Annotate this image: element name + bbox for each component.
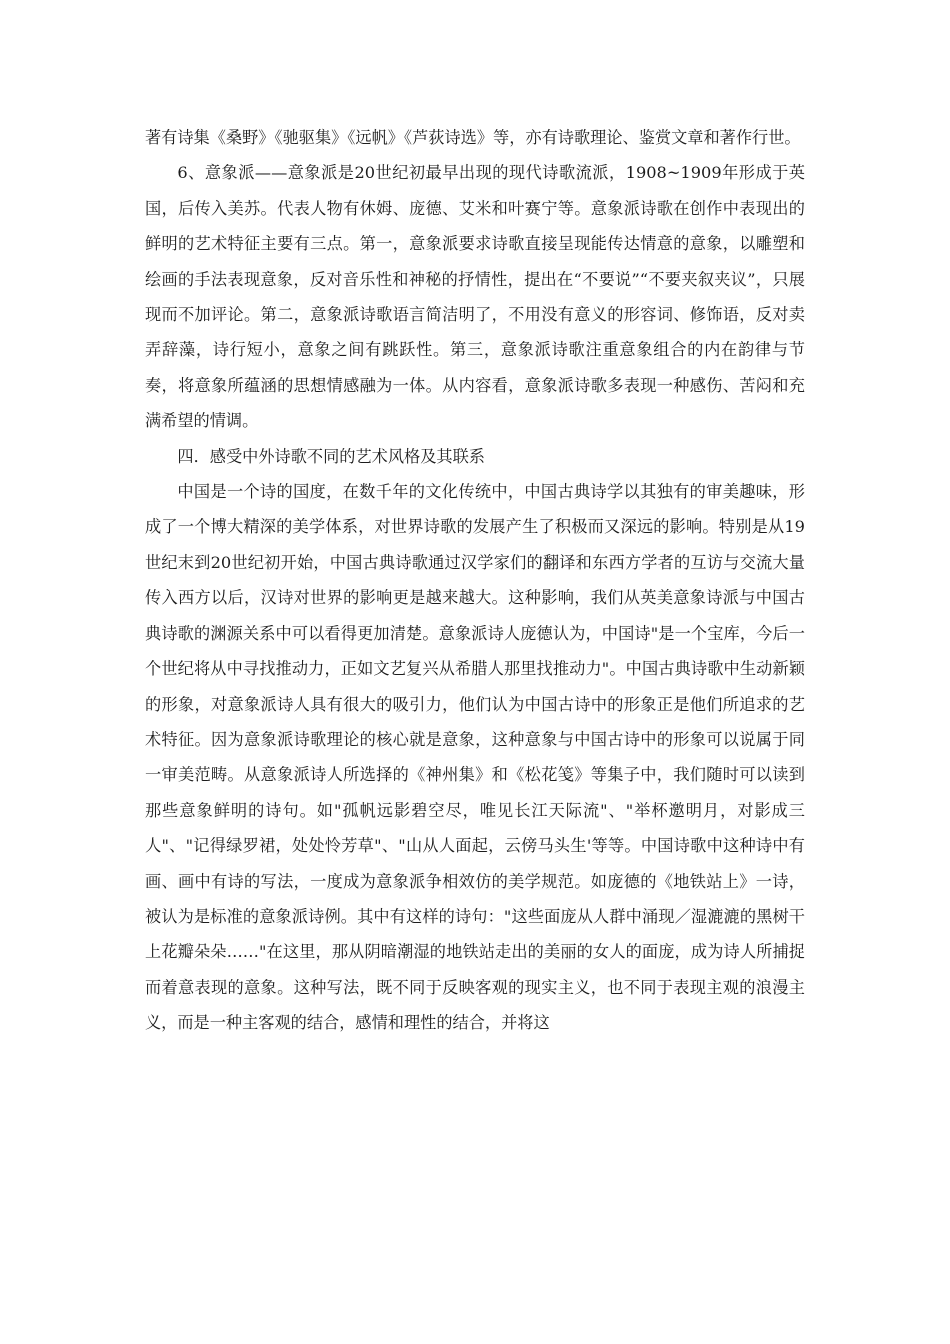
paragraph-chinese-poetry: 中国是一个诗的国度，在数千年的文化传统中，中国古典诗学以其独有的审美趣味，形成了一个博大精深的美学体系，对世界诗歌的发展产生了积极而又深远的影响。特别是从19世纪末到20世纪初开始，中国古典诗歌通过汉学家们的翻译和东西方学者的互访与交流大量传入西方以后，汉诗对世界的影响更是越来越大。这种影响，我们从英美意象诗派与中国古典诗歌的渊源关系中可以看得更加清楚。意象派诗人庞德认为，中国诗"是一个宝库，今后一个世纪将从中寻找推动力，正如文艺复兴从希腊人那里找推动力"。中国古典诗歌中生动新颖的形象，对意象派诗人具有很大的吸引力，他们认为中国古诗中的形象正是他们所追求的艺术特征。因为意象派诗歌理论的核心就是意象，这种意象与中国古诗中的形象可以说属于同一审美范畴。从意象派诗人所选择的《神州集》和《松花笺》等集子中，我们随时可以读到那些意象鲜明的诗句。如"孤帆远影碧空尽，唯见长江天际流"、"举杯邀明月，对影成三人"、"记得绿罗裙，处处怜芳草"、"山从人面起，云傍马头生'等等。中国诗歌中这种诗中有画、画中有诗的写法，一度成为意象派争相效仿的美学规范。如庞德的《地铁站上》一诗，被认为是标准的意象派诗例。其中有这样的诗句："这些面庞从人群中涌现／湿漉漉的黑树干上花瓣朵朵……"在这里，那从阴暗潮湿的地铁站走出的美丽的女人的面庞，成为诗人所捕捉而着意表现的意象。这种写法，既不同于反映客观的现实主义，也不同于表现主观的浪漫主义，而是一种主客观的结合，感情和理性的结合，并将这 [145, 482, 805, 1033]
paragraph-continuation: 著有诗集《桑野》《驰驱集》《远帆》《芦荻诗选》等，亦有诗歌理论、鉴赏文章和著作行世。 [145, 128, 801, 147]
paragraph-imagism: 6、意象派——意象派是20世纪初最早出现的现代诗歌流派，1908~1909年形成于英国，后传入美苏。代表人物有休姆、庞德、艾米和叶赛宁等。意象派诗歌在创作中表现出的鲜明的艺术特征主要有三点。第一，意象派要求诗歌直接呈现能传达情意的意象，以雕塑和绘画的手法表现意象，反对音乐性和神秘的抒情性，提出在“不要说”“不要夹叙夹议”，只展现而不加评论。第二，意象派诗歌语言简洁明了，不用没有意义的形容词、修饰语，反对卖弄辞藻，诗行短小，意象之间有跳跃性。第三，意象派诗歌注重意象组合的内在韵律与节奏，将意象所蕴涵的思想情感融为一体。从内容看，意象派诗歌多表现一种感伤、苦闷和充满希望的情调。 [145, 163, 805, 431]
document-body [145, 120, 805, 1041]
section-heading: 四．感受中外诗歌不同的艺术风格及其联系 [177, 446, 485, 466]
